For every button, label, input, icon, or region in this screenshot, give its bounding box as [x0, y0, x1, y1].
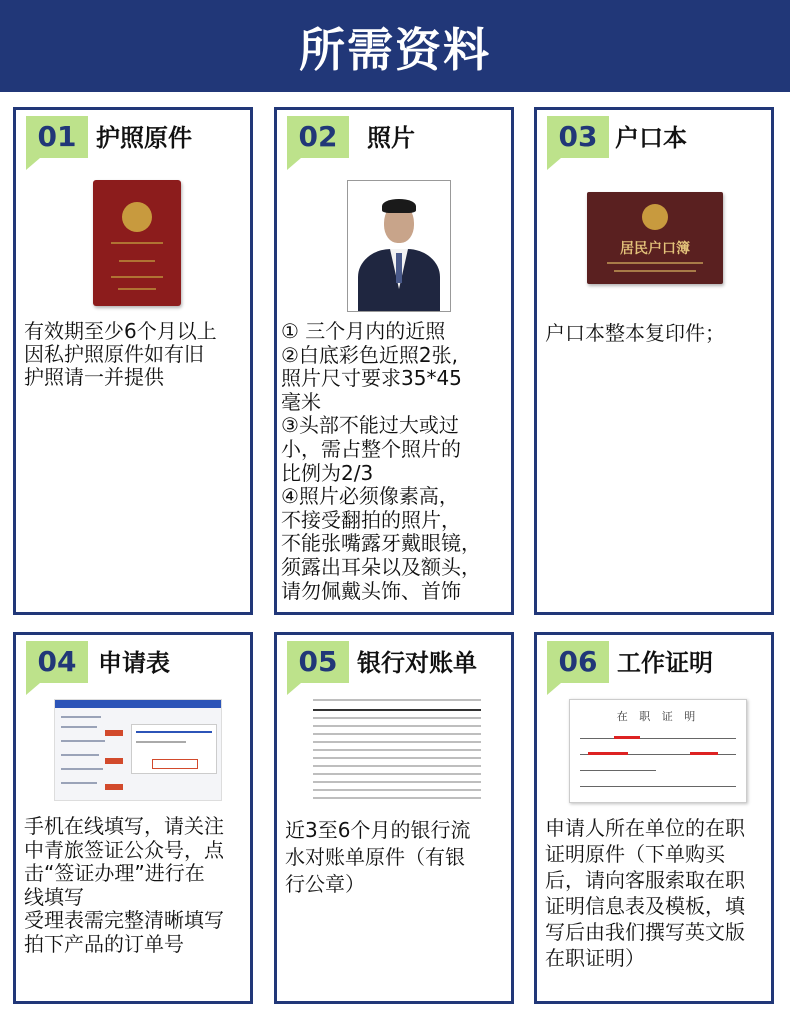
household-register-image — [587, 192, 723, 284]
desc-line: 写后由我们撰写英文版 — [545, 920, 745, 944]
card-number: 01 — [26, 116, 88, 158]
desc-line: ① 三个月内的近照 — [281, 319, 446, 343]
desc-line: 证明原件（下单购买 — [545, 842, 725, 866]
card-description — [285, 817, 505, 898]
card-number: 03 — [547, 116, 609, 158]
desc-line: 近3至6个月的银行流 — [285, 818, 471, 842]
desc-line: 线填写 — [24, 884, 84, 909]
employment-certificate-image — [569, 699, 747, 803]
certificate-heading: 在 职 证 明 — [616, 710, 700, 723]
desc-line: 行公章） — [285, 872, 365, 896]
card-number: 04 — [26, 641, 88, 683]
desc-line: 受理表需完整清晰填写 — [24, 908, 224, 932]
card-description — [281, 320, 505, 603]
application-form-image — [54, 699, 222, 801]
card-description — [24, 320, 244, 389]
desc-line: 比例为2/3 — [281, 460, 374, 485]
desc-line: ④照片必须像素高， — [281, 484, 459, 509]
card-employment-certificate — [534, 632, 774, 1004]
desc-line: 照片尺寸要求35*45 — [281, 366, 462, 391]
page-header — [0, 0, 790, 92]
card-household-register — [534, 107, 774, 615]
desc-line: 拍下产品的订单号 — [24, 931, 184, 956]
desc-line: 因私护照原件如有旧 — [24, 342, 204, 366]
desc-line: 不能张嘴露牙戴眼镜， — [281, 531, 481, 556]
card-passport — [13, 107, 253, 615]
card-bank-statement — [274, 632, 514, 1004]
desc-line: 中青旅签证公众号，点 — [24, 837, 224, 862]
card-photo — [274, 107, 514, 615]
card-number: 02 — [287, 116, 349, 158]
desc-line: 不接受翻拍的照片， — [281, 507, 461, 532]
bank-statement-image — [313, 695, 481, 805]
page-title: 所需资料 — [299, 23, 491, 77]
emblem-icon — [122, 202, 152, 232]
desc-line: 击“签证办理”进行在 — [24, 861, 205, 885]
card-description — [545, 322, 765, 345]
card-title: 工作证明 — [617, 649, 713, 677]
desc-line: 后，请向客服索取在职 — [545, 868, 745, 892]
desc-line: 护照请一并提供 — [24, 365, 164, 389]
card-title: 户口本 — [615, 124, 687, 152]
desc-line: 证明信息表及模板，填 — [545, 894, 745, 918]
card-number: 06 — [547, 641, 609, 683]
desc-line: 毫米 — [281, 389, 321, 414]
card-application-form — [13, 632, 253, 1004]
desc-line: 申请人所在单位的在职 — [545, 816, 745, 840]
desc-line: 请勿佩戴头饰、首饰 — [281, 578, 461, 603]
id-photo-image — [347, 180, 451, 312]
card-description — [545, 815, 765, 971]
desc-line: 户口本整本复印件； — [545, 321, 725, 345]
card-title: 照片 — [367, 124, 415, 152]
desc-line: ③头部不能过大或过 — [281, 413, 459, 438]
desc-line: 小，需占整个照片的 — [281, 436, 461, 461]
emblem-icon — [642, 204, 668, 230]
desc-line: 须露出耳朵以及额头， — [281, 554, 481, 579]
register-cover-text: 居民户口簿 — [620, 241, 690, 257]
card-title: 护照原件 — [96, 124, 192, 152]
card-title: 申请表 — [98, 649, 170, 677]
card-description — [24, 815, 244, 956]
passport-image — [93, 180, 181, 306]
card-title: 银行对账单 — [357, 649, 477, 677]
desc-line: 有效期至少6个月以上 — [24, 319, 217, 343]
desc-line: 在职证明） — [545, 946, 645, 970]
desc-line: ②白底彩色近照2张, — [281, 342, 459, 367]
desc-line: 手机在线填写，请关注 — [24, 814, 224, 838]
card-number: 05 — [287, 641, 349, 683]
desc-line: 水对账单原件（有银 — [285, 845, 465, 869]
